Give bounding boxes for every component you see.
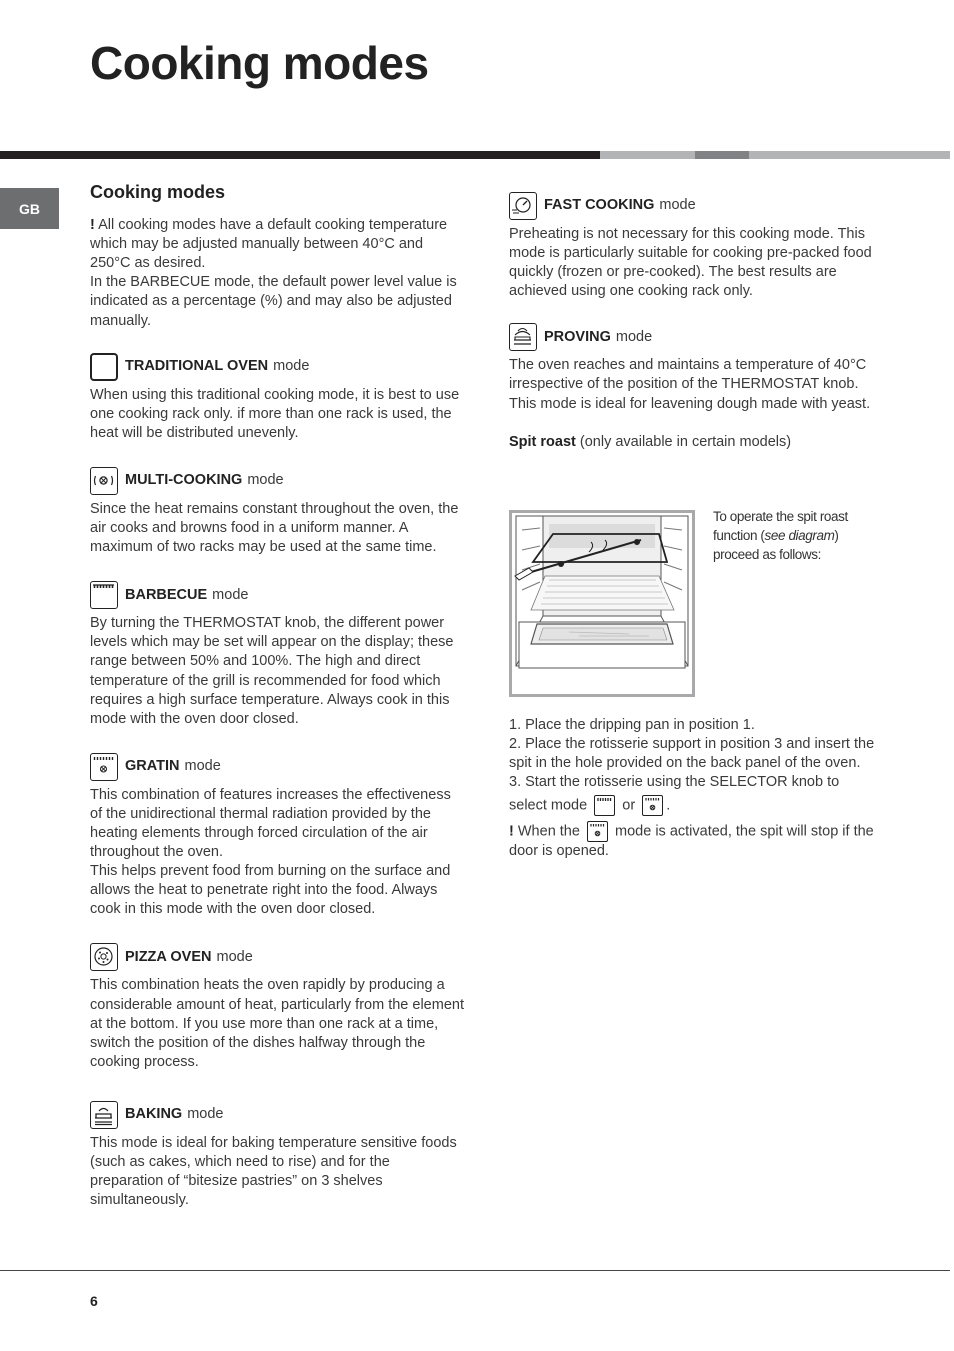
header-bar-dark — [0, 151, 600, 159]
mode-description: This combination of features increases the effectiveness of the unidirectional thermal radiation provided by the heating elements through forced circulation of the air throughout the oven. — [90, 786, 451, 861]
warning-pre: When the — [517, 823, 580, 840]
mode-pizza-oven — [90, 941, 464, 1071]
mode-name: BAKING — [125, 1106, 183, 1123]
step-3-continued — [509, 795, 885, 816]
mode-suffix: mode — [187, 1106, 224, 1123]
spit-roast-heading — [509, 433, 885, 452]
caption-post: ) proceed as follows: — [713, 528, 839, 562]
mode-suffix: mode — [212, 586, 249, 603]
mode-name: MULTI-COOKING — [125, 472, 243, 489]
step-1: 1. Place the dripping pan in position 1. — [509, 717, 755, 733]
mode-description: Preheating is not necessary for this cooking mode. This mode is particularly suitable for cooking pre-packed food quickly (frozen or pre-cooked). The best results are achieved using one cooking rack only. — [509, 226, 872, 300]
section-title: Cooking modes — [90, 182, 226, 202]
mode-suffix: mode — [615, 328, 653, 345]
step-2: 2. Place the rotisserie support in position 3 and insert the spit in the hole provided on the back panel of the oven. — [509, 736, 875, 772]
warning-mark: ! — [509, 823, 514, 840]
page-title: Cooking modes — [90, 37, 429, 89]
spit-roast-caption — [713, 507, 883, 564]
gratin-icon — [90, 753, 118, 781]
traditional-oven-icon — [90, 353, 118, 381]
mode-name: FAST COOKING — [544, 197, 655, 214]
spit-warning — [509, 821, 885, 861]
mode-description: This mode is ideal for baking temperature sensitive foods (such as cakes, which need to rise) and for the preparation of “bitesize pastries” on 3 shelves simultaneously. — [90, 1134, 457, 1209]
header-bar-light — [600, 151, 695, 159]
intro-paragraph — [90, 216, 464, 273]
multi-cooking-icon — [90, 467, 118, 495]
barbecue-icon — [90, 581, 118, 609]
mode-description: Since the heat remains constant throughout the oven, the air cooks and browns food in a uniform manner. A maximum of two racks may be used at the same time. — [90, 500, 459, 556]
mode-name: TRADITIONAL OVEN — [125, 358, 269, 375]
mode-name: PROVING — [544, 328, 611, 345]
mode-suffix: mode — [184, 758, 221, 775]
mode-suffix: mode — [216, 948, 253, 965]
mode-proving — [509, 321, 885, 413]
left-column — [90, 183, 464, 1210]
mode-fast-cooking — [509, 190, 885, 301]
mode-suffix: mode — [659, 197, 696, 214]
gratin-icon — [587, 821, 608, 842]
mode-multi-cooking — [90, 465, 464, 557]
spit-roast-steps — [509, 716, 885, 861]
fast-cooking-icon — [509, 192, 537, 220]
spit-roast-title: Spit roast — [509, 433, 576, 450]
intro-text-2: In the BARBECUE mode, the default power level value is indicated as a percentage (%) and may also be adjusted manually. — [90, 274, 457, 329]
mode-baking — [90, 1099, 464, 1210]
gratin-icon — [642, 795, 663, 816]
intro-text: All cooking modes have a default cooking temperature which may be adjusted manually between 40°C and 250°C as desired. — [90, 217, 448, 272]
select-mode-text: select mode — [509, 797, 588, 814]
warning-mark: ! — [90, 217, 95, 234]
mode-description: The oven reaches and maintains a temperature of 40°C irrespective of the position of the THERMOSTAT knob. This mode is ideal for leavening dough made with yeast. — [509, 357, 871, 412]
page-number: 6 — [90, 1293, 98, 1309]
language-tab: GB — [0, 188, 59, 229]
mode-barbecue — [90, 579, 464, 729]
mode-name: GRATIN — [125, 758, 180, 775]
warning-post: mode is activated, the spit will stop if the door is opened. — [509, 823, 874, 860]
mode-description: This combination heats the oven rapidly by producing a considerable amount of heat, particularly from the element at the bottom. If you use more than one rack at a time, switch the position of the dishes halfway through the cooking process. — [90, 977, 464, 1070]
footer-rule — [0, 1270, 950, 1271]
mode-suffix: mode — [247, 472, 284, 489]
right-column — [509, 190, 885, 452]
proving-icon — [509, 323, 537, 351]
mode-suffix: mode — [273, 358, 310, 375]
mode-name: BARBECUE — [125, 586, 208, 603]
baking-icon — [90, 1101, 118, 1129]
spit-roast-subtitle: (only available in certain models) — [579, 433, 792, 450]
header-bar-mid — [695, 151, 749, 159]
spit-roast-diagram — [509, 510, 695, 697]
step-3: 3. Start the rotisserie using the SELECTOR knob to — [509, 774, 840, 791]
mode-description: When using this traditional cooking mode, it is best to use one cooking rack only. if more than one rack is used, the heat will be distributed unevenly. — [90, 386, 460, 441]
mode-description: By turning the THERMOSTAT knob, the different power levels which may be set will appear on the display; these range between 50% and 100%. The high and direct temperature of the grill is recommended for food which requires a high surface temperature. Always cook in this mode with the oven door closed. — [90, 615, 454, 727]
caption-pre: To operate the spit roast function ( — [713, 509, 848, 543]
mode-traditional-oven — [90, 351, 464, 443]
mode-description-2: This helps prevent food from burning on the surface and allows the heat to penetrate right into the food. Always cook in this mode with the oven door closed. — [90, 863, 451, 918]
barbecue-icon — [594, 795, 615, 816]
caption-see-diagram: see diagram — [764, 528, 835, 543]
select-period: . — [666, 797, 671, 814]
or-text: or — [622, 797, 636, 814]
mode-gratin — [90, 751, 464, 920]
pizza-oven-icon — [90, 943, 118, 971]
header-bar-light-right — [749, 151, 950, 159]
mode-name: PIZZA OVEN — [125, 948, 212, 965]
